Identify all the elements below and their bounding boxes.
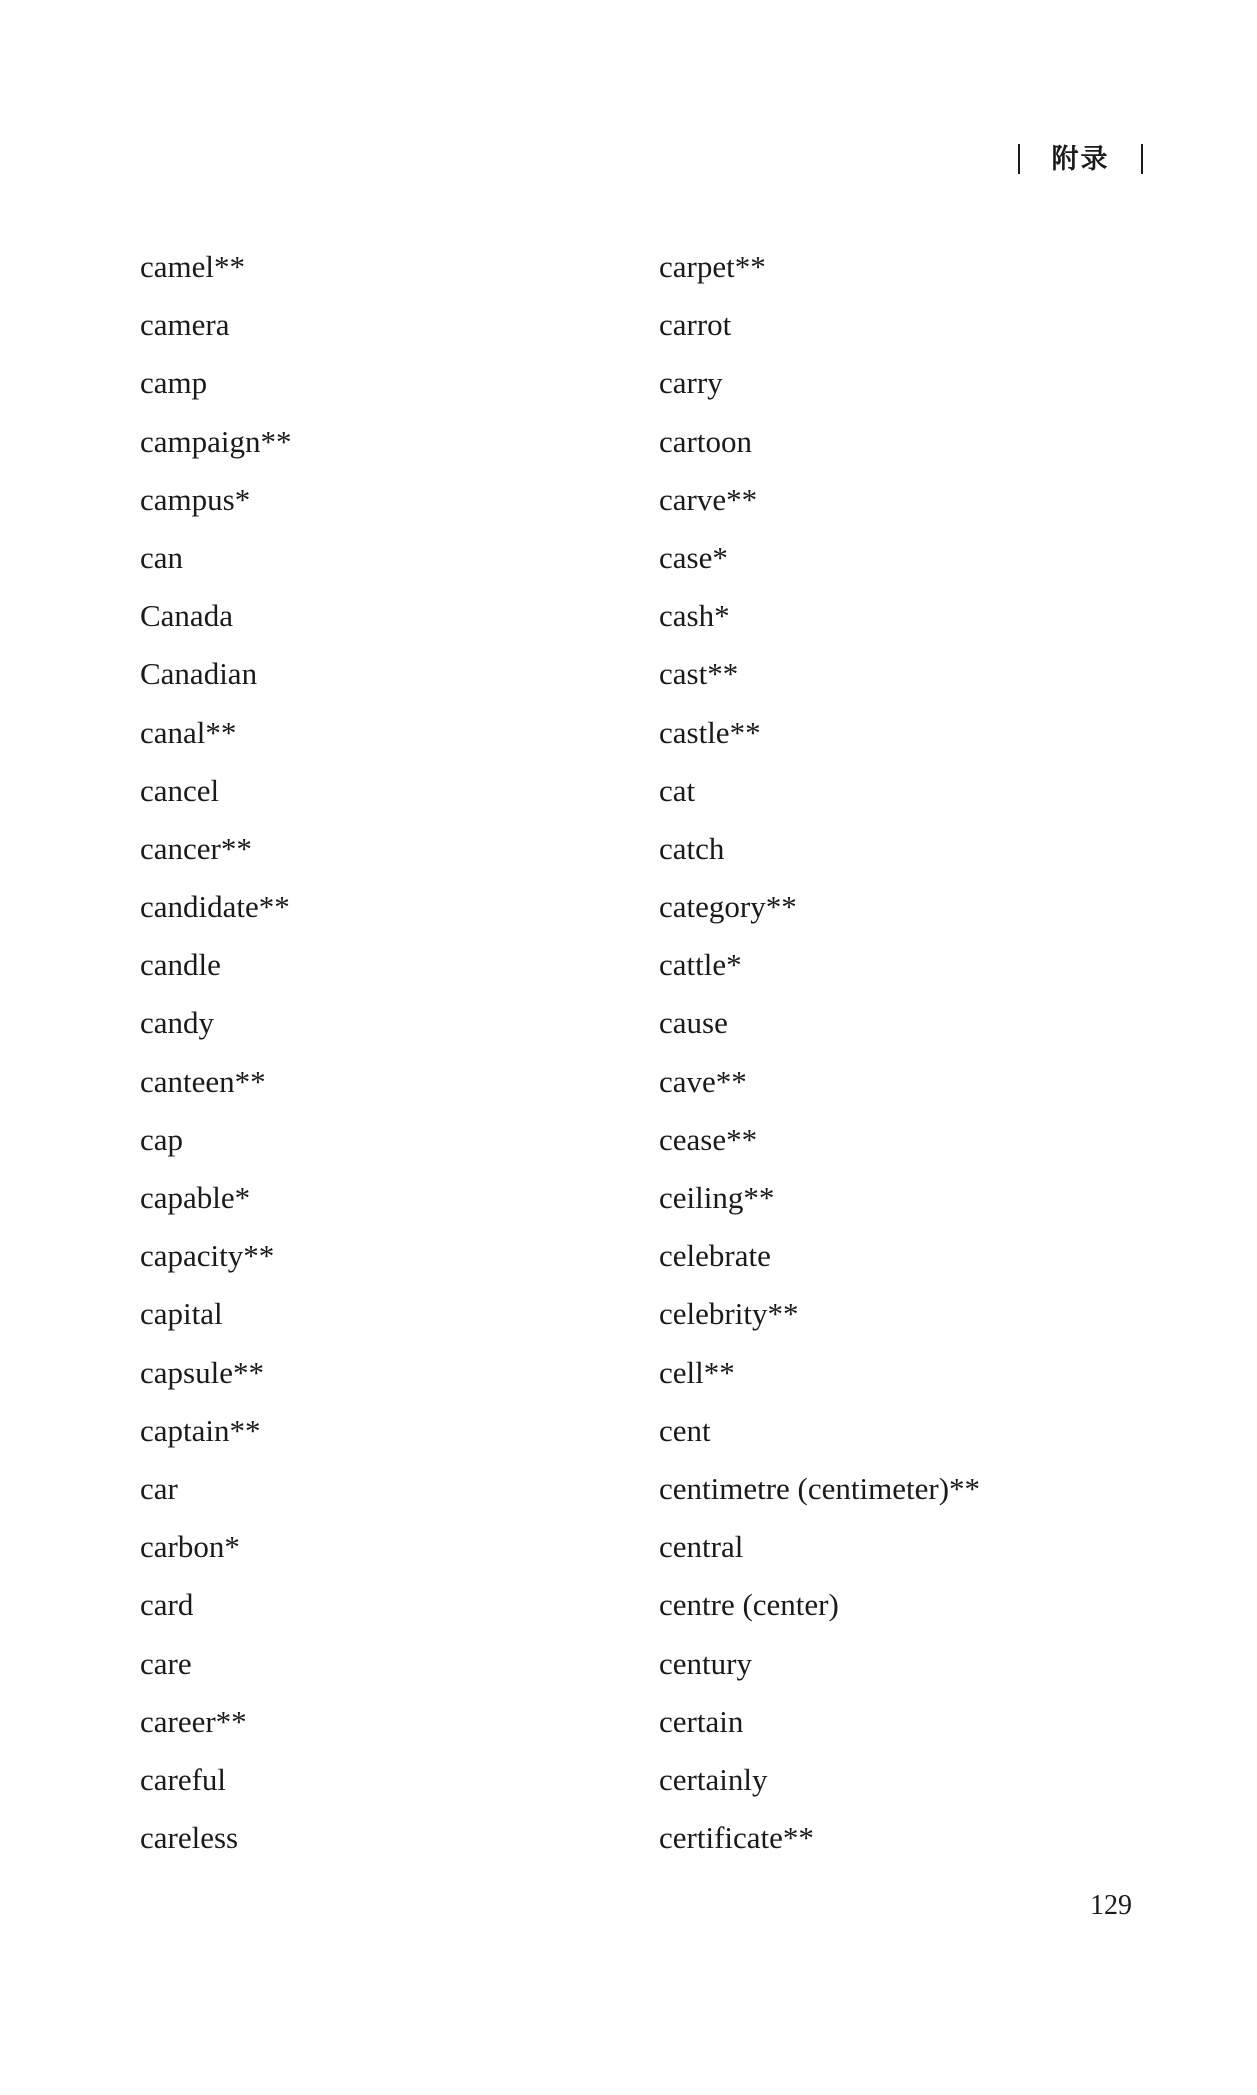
word-item: capital (140, 1296, 223, 1332)
word-item: carbon* (140, 1529, 240, 1565)
word-item: candy (140, 1005, 215, 1041)
word-item: cell** (659, 1354, 735, 1390)
word-item: certain (659, 1703, 744, 1739)
word-column-right (659, 238, 980, 1867)
page-number: 129 (1090, 1890, 1132, 1921)
word-item: case* (659, 539, 728, 575)
word-item: candle (140, 947, 221, 983)
word-item: cattle* (659, 947, 742, 983)
word-item: campaign** (140, 423, 292, 459)
word-item: ceiling** (659, 1180, 775, 1215)
word-item: cent (659, 1412, 711, 1448)
word-item: cash* (659, 598, 730, 634)
header-rule-right (1141, 144, 1143, 174)
word-item: celebrate (659, 1238, 771, 1274)
word-item: care (140, 1645, 192, 1681)
word-item: capsule** (140, 1354, 264, 1390)
section-title: 附录 (1051, 143, 1110, 175)
word-item: century (659, 1645, 752, 1681)
word-item: Canada (140, 598, 233, 634)
word-item: camel** (140, 249, 246, 284)
word-item: centimetre (centimeter)** (659, 1470, 981, 1506)
word-item: camera (140, 307, 230, 343)
word-item: carve** (659, 481, 758, 517)
word-item: capable* (140, 1180, 251, 1215)
word-item: camp (140, 365, 208, 401)
word-item: can (140, 539, 184, 575)
word-item: carry (659, 365, 723, 401)
word-item: carpet** (659, 249, 766, 284)
word-item: canal** (140, 714, 237, 750)
word-item: cause (659, 1005, 728, 1041)
word-item: central (659, 1529, 744, 1565)
word-item: card (140, 1587, 194, 1623)
word-item: canteen** (140, 1063, 266, 1099)
word-item: catch (659, 830, 725, 866)
running-header (1018, 140, 1143, 178)
word-item: car (140, 1470, 178, 1506)
word-item: cancer** (140, 830, 252, 866)
word-item: cat (659, 772, 696, 808)
word-item: capacity** (140, 1238, 275, 1274)
word-item: cap (140, 1121, 184, 1157)
word-item: cartoon (659, 423, 752, 459)
word-item: cease** (659, 1121, 758, 1157)
word-item: careful (140, 1761, 227, 1797)
word-item: castle** (659, 714, 761, 750)
word-item: certificate** (659, 1820, 814, 1856)
word-item: carrot (659, 307, 732, 343)
word-item: career** (140, 1703, 247, 1739)
word-column-left (140, 238, 292, 1867)
word-item: category** (659, 889, 797, 925)
word-item: careless (140, 1820, 239, 1856)
header-rule-left (1018, 144, 1020, 174)
word-item: cast** (659, 656, 739, 692)
word-item: certainly (659, 1761, 768, 1797)
word-item: Canadian (140, 656, 258, 692)
word-item: candidate** (140, 889, 290, 925)
word-item: captain** (140, 1412, 261, 1448)
word-item: cancel (140, 772, 220, 808)
word-item: celebrity** (659, 1296, 799, 1332)
word-item: centre (center) (659, 1587, 839, 1623)
word-item: campus* (140, 481, 251, 517)
word-item: cave** (659, 1063, 747, 1099)
